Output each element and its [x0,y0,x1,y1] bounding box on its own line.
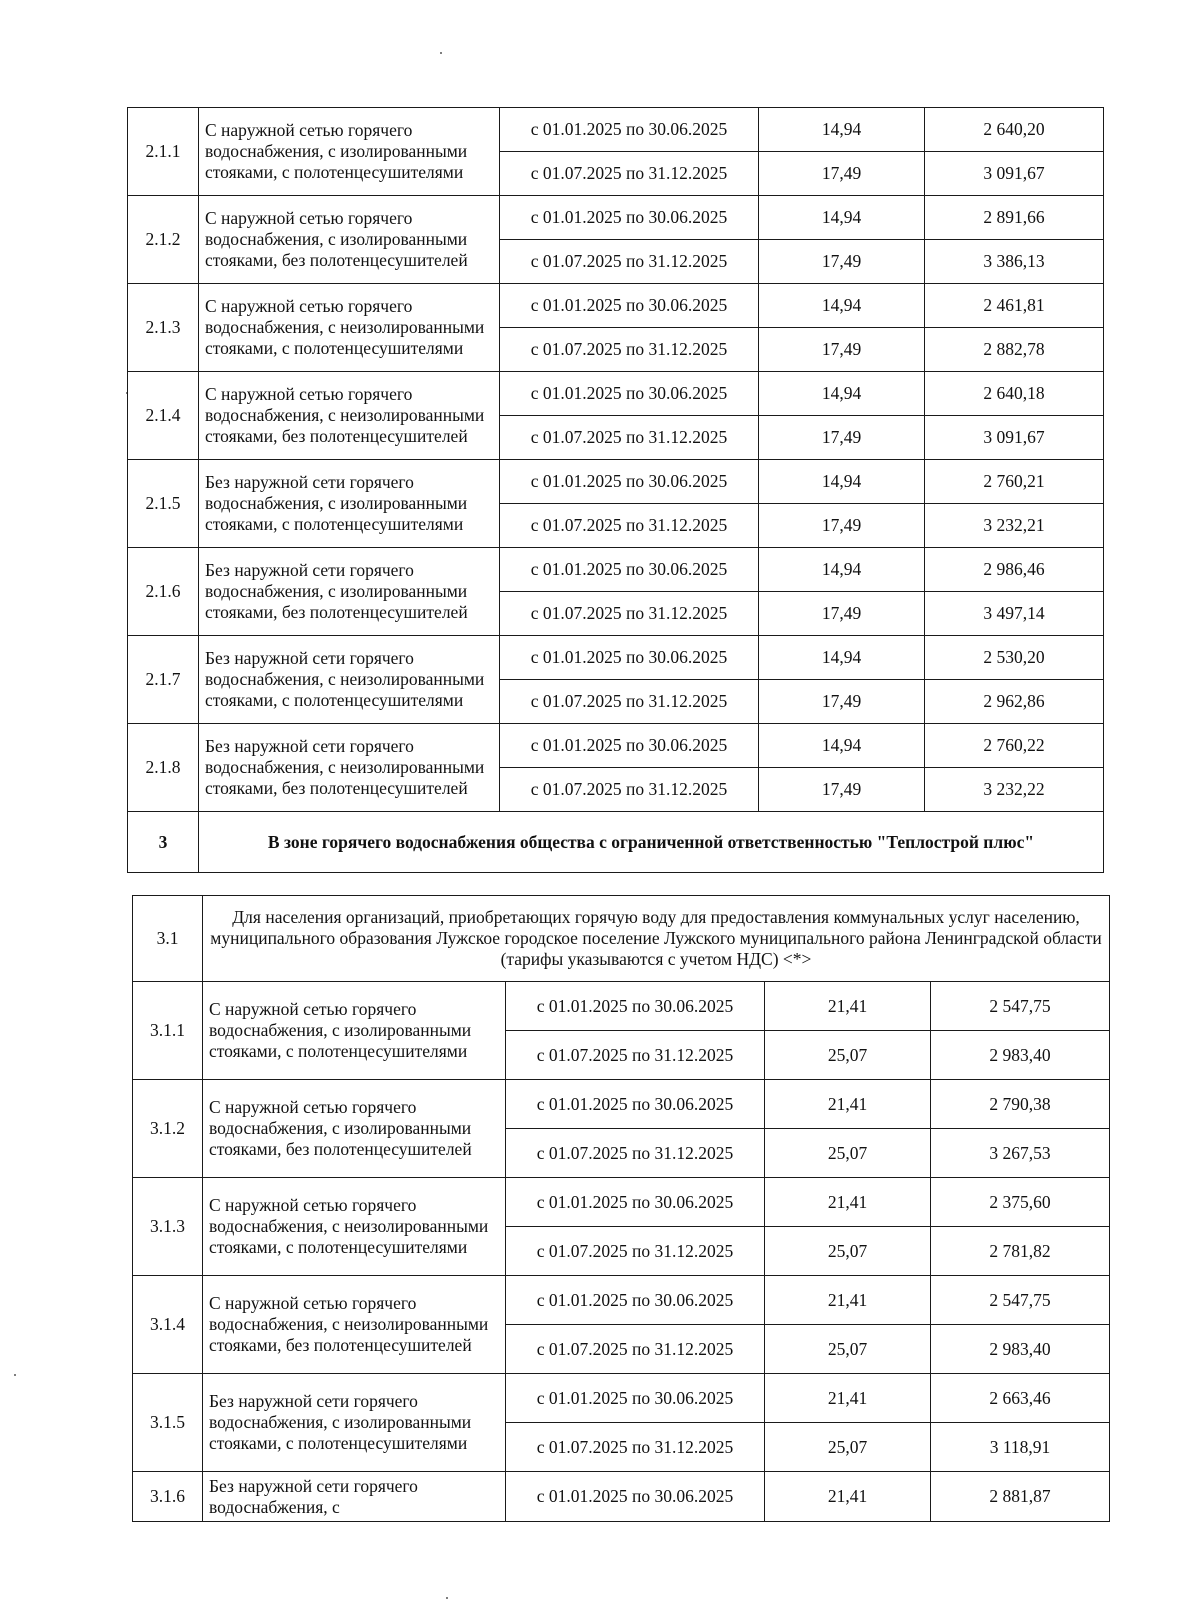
row-description: С наружной сетью горячего водоснабжения, с неизолированными стояками, без полотенцесушителей [199,372,500,460]
norm-cell: 17,49 [759,504,925,548]
table-row [128,724,1104,768]
row-number: 2.1.2 [128,196,199,284]
row-number: 3.1.4 [133,1276,203,1374]
row-number: 3.1.6 [133,1472,203,1522]
section-title: В зоне горячего водоснабжения общества с ограниченной ответственностью "Теплострой плюс" [199,812,1104,873]
period-cell: с 01.01.2025 по 30.06.2025 [500,372,759,416]
norm-cell: 25,07 [765,1031,931,1080]
tariff-cell: 3 386,13 [925,240,1104,284]
tariff-cell: 3 232,22 [925,768,1104,812]
table-row [128,636,1104,680]
tariff-cell: 2 547,75 [931,1276,1110,1325]
tariff-cell: 2 760,22 [925,724,1104,768]
row-description: Без наружной сети горячего водоснабжения, с неизолированными стояками, с полотенцесушителями [199,636,500,724]
row-number: 2.1.3 [128,284,199,372]
tariff-cell: 2 962,86 [925,680,1104,724]
period-cell: с 01.01.2025 по 30.06.2025 [500,460,759,504]
table-row [133,1472,1110,1522]
row-number: 2.1.1 [128,108,199,196]
section-3-rows [128,812,1104,873]
tariff-cell: 2 882,78 [925,328,1104,372]
section-number: 3 [128,812,199,873]
period-cell: с 01.07.2025 по 31.12.2025 [506,1325,765,1374]
row-description: С наружной сетью горячего водоснабжения, с неизолированными стояками, с полотенцесушителями [203,1178,506,1276]
norm-cell: 17,49 [759,768,925,812]
period-cell: с 01.07.2025 по 31.12.2025 [500,504,759,548]
row-description: С наружной сетью горячего водоснабжения, с изолированными стояками, без полотенцесушителей [199,196,500,284]
period-cell: с 01.07.2025 по 31.12.2025 [500,152,759,196]
norm-cell: 14,94 [759,548,925,592]
tariff-cell: 2 530,20 [925,636,1104,680]
row-number: 3.1.5 [133,1374,203,1472]
row-number: 2.1.8 [128,724,199,812]
tariff-cell: 3 497,14 [925,592,1104,636]
last-row-group [133,1472,1110,1522]
period-cell: с 01.01.2025 по 30.06.2025 [500,196,759,240]
row-description: С наружной сетью горячего водоснабжения, с неизолированными стояками, без полотенцесушителей [203,1276,506,1374]
period-cell: с 01.01.2025 по 30.06.2025 [506,982,765,1031]
period-cell: с 01.07.2025 по 31.12.2025 [500,592,759,636]
norm-cell: 21,41 [765,1276,931,1325]
row-description: С наружной сетью горячего водоснабжения, с неизолированными стояками, с полотенцесушителями [199,284,500,372]
norm-cell: 14,94 [759,284,925,328]
norm-cell: 14,94 [759,196,925,240]
row-number: 2.1.4 [128,372,199,460]
tariff-cell: 3 267,53 [931,1129,1110,1178]
table-row [133,1178,1110,1227]
period-cell: с 01.01.2025 по 30.06.2025 [500,636,759,680]
tariff-cell: 3 118,91 [931,1423,1110,1472]
period-cell: с 01.07.2025 по 31.12.2025 [500,680,759,724]
norm-cell: 14,94 [759,636,925,680]
period-cell: с 01.07.2025 по 31.12.2025 [506,1423,765,1472]
table-row [128,108,1104,152]
subsection-number: 3.1 [133,896,203,982]
table-row [133,1276,1110,1325]
row-description: Без наружной сети горячего водоснабжения, с изолированными стояками, с полотенцесушителями [199,460,500,548]
period-cell: с 01.07.2025 по 31.12.2025 [506,1227,765,1276]
table-row [133,1374,1110,1423]
norm-cell: 17,49 [759,416,925,460]
row-description: С наружной сетью горячего водоснабжения, с изолированными стояками, без полотенцесушителей [203,1080,506,1178]
table-row [133,982,1110,1031]
row-number: 3.1.2 [133,1080,203,1178]
section-3-row [128,812,1104,873]
tariff-table-top [127,107,1104,873]
tariff-cell: 2 986,46 [925,548,1104,592]
table-row [133,1080,1110,1129]
period-cell: с 01.07.2025 по 31.12.2025 [506,1129,765,1178]
tariff-cell: 2 663,46 [931,1374,1110,1423]
tariff-cell: 3 091,67 [925,152,1104,196]
norm-cell: 17,49 [759,680,925,724]
norm-cell: 14,94 [759,724,925,768]
period-cell: с 01.01.2025 по 30.06.2025 [506,1472,765,1522]
row-number: 3.1.1 [133,982,203,1080]
period-cell: с 01.07.2025 по 31.12.2025 [500,416,759,460]
row-description: Без наружной сети горячего водоснабжения, с изолированными стояками, с полотенцесушителями [203,1374,506,1472]
norm-cell: 25,07 [765,1227,931,1276]
tariff-cell: 3 091,67 [925,416,1104,460]
period-cell: с 01.01.2025 по 30.06.2025 [500,724,759,768]
tariff-cell: 2 640,20 [925,108,1104,152]
table-row [128,372,1104,416]
tariff-cell: 2 640,18 [925,372,1104,416]
subsection-title: Для населения организаций, приобретающих горячую воду для предоставления коммунальных услуг населению, муниципального образования Лужское городское поселение Лужского муниципального района Ленинградской области (тарифы указываются с учетом НДС) <*> [203,896,1110,982]
tariff-cell: 3 232,21 [925,504,1104,548]
row-number: 3.1.3 [133,1178,203,1276]
row-description: Без наружной сети горячего водоснабжения, с [203,1472,506,1522]
norm-cell: 21,41 [765,1178,931,1227]
tariff-rows-3-1 [133,982,1110,1472]
tariff-cell: 2 760,21 [925,460,1104,504]
table-row [128,284,1104,328]
row-description: Без наружной сети горячего водоснабжения, с изолированными стояками, без полотенцесушителей [199,548,500,636]
norm-cell: 21,41 [765,982,931,1031]
period-cell: с 01.01.2025 по 30.06.2025 [500,548,759,592]
row-description: С наружной сетью горячего водоснабжения, с изолированными стояками, с полотенцесушителями [203,982,506,1080]
norm-cell: 14,94 [759,460,925,504]
tariff-cell: 2 881,87 [931,1472,1110,1522]
subsection-3-1-row [133,896,1110,982]
table-row [128,460,1104,504]
period-cell: с 01.07.2025 по 31.12.2025 [506,1031,765,1080]
norm-cell: 17,49 [759,592,925,636]
norm-cell: 17,49 [759,240,925,284]
period-cell: с 01.01.2025 по 30.06.2025 [506,1276,765,1325]
period-cell: с 01.07.2025 по 31.12.2025 [500,328,759,372]
row-description: Без наружной сети горячего водоснабжения, с неизолированными стояками, без полотенцесушителей [199,724,500,812]
norm-cell: 17,49 [759,152,925,196]
row-number: 2.1.7 [128,636,199,724]
period-cell: с 01.01.2025 по 30.06.2025 [506,1178,765,1227]
table-row [128,548,1104,592]
norm-cell: 14,94 [759,372,925,416]
period-cell: с 01.01.2025 по 30.06.2025 [500,284,759,328]
tariff-cell: 2 461,81 [925,284,1104,328]
tariff-cell: 2 790,38 [931,1080,1110,1129]
period-cell: с 01.07.2025 по 31.12.2025 [500,240,759,284]
norm-cell: 25,07 [765,1423,931,1472]
norm-cell: 25,07 [765,1129,931,1178]
row-number: 2.1.6 [128,548,199,636]
tariff-cell: 2 891,66 [925,196,1104,240]
tariff-cell: 2 375,60 [931,1178,1110,1227]
norm-cell: 21,41 [765,1472,931,1522]
tariff-cell: 2 983,40 [931,1031,1110,1080]
period-cell: с 01.07.2025 по 31.12.2025 [500,768,759,812]
norm-cell: 17,49 [759,328,925,372]
norm-cell: 21,41 [765,1080,931,1129]
norm-cell: 25,07 [765,1325,931,1374]
subsection-rows [133,896,1110,982]
table-row [128,196,1104,240]
tariff-cell: 2 547,75 [931,982,1110,1031]
tariff-table-bottom [132,895,1110,1522]
norm-cell: 21,41 [765,1374,931,1423]
norm-cell: 14,94 [759,108,925,152]
tariff-cell: 2 781,82 [931,1227,1110,1276]
row-description: С наружной сетью горячего водоснабжения, с изолированными стояками, с полотенцесушителями [199,108,500,196]
tariff-cell: 2 983,40 [931,1325,1110,1374]
period-cell: с 01.01.2025 по 30.06.2025 [500,108,759,152]
period-cell: с 01.01.2025 по 30.06.2025 [506,1080,765,1129]
tariff-rows-2-1 [128,108,1104,812]
period-cell: с 01.01.2025 по 30.06.2025 [506,1374,765,1423]
row-number: 2.1.5 [128,460,199,548]
